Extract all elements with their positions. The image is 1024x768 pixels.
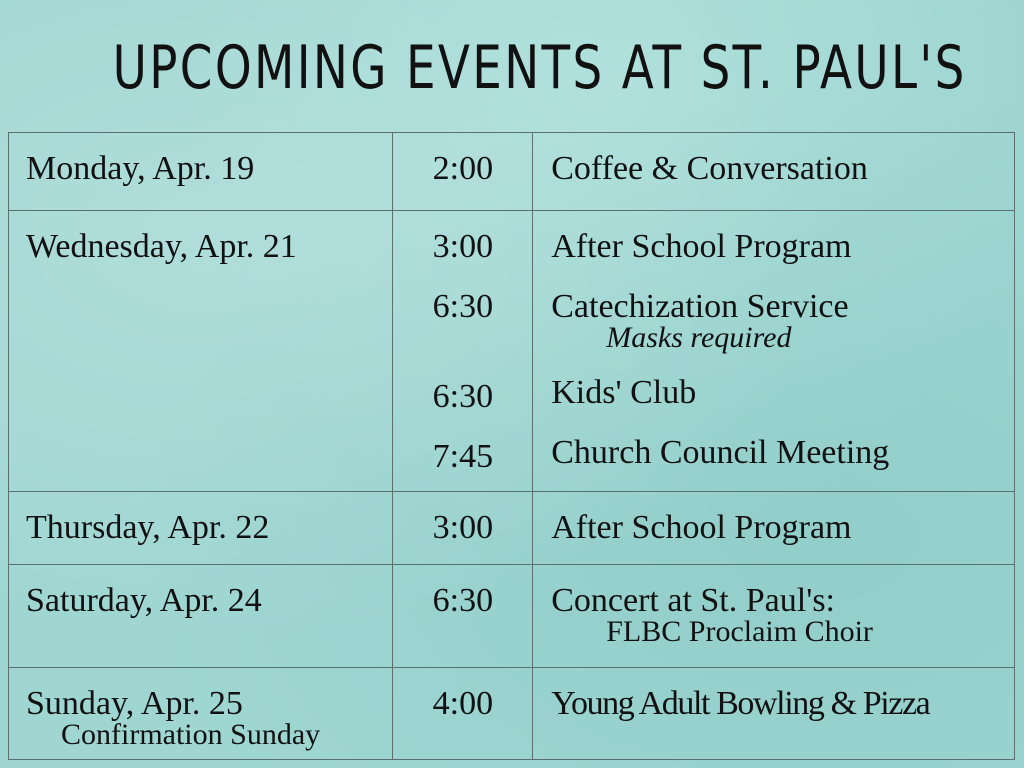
table-row: [9, 668, 1015, 760]
day-label: Saturday, Apr. 24: [26, 582, 262, 619]
time-cell: [393, 211, 533, 492]
time-cell: [393, 492, 533, 565]
table-row: [9, 492, 1015, 565]
event-name: After School Program: [551, 228, 852, 265]
event-name: After School Program: [551, 509, 852, 546]
event-cell: [533, 492, 1015, 565]
event-name: Kids' Club: [551, 374, 697, 411]
day-label: Wednesday, Apr. 21: [26, 228, 297, 265]
event-time: 3:00: [432, 228, 494, 265]
event-cell: [533, 565, 1015, 668]
event-note: FLBC Proclaim Choir: [606, 615, 873, 648]
day-cell: [9, 668, 393, 760]
day-label-with-note: [9, 668, 392, 750]
events-table: [8, 132, 1015, 760]
event-cell: [533, 668, 1015, 760]
event-time: 3:00: [432, 509, 494, 546]
page-title: UPCOMING EVENTS AT ST. PAUL'S: [112, 33, 967, 103]
event-name: Concert at St. Paul's:: [551, 582, 836, 619]
table-row: [9, 211, 1015, 492]
day-cell: [9, 211, 393, 492]
table-row: [9, 133, 1015, 211]
event-note: Masks required: [606, 321, 792, 354]
event-item-with-note: [533, 581, 1014, 647]
event-name: Church Council Meeting: [551, 434, 890, 471]
event-time: 2:00: [432, 150, 494, 187]
event-cell: [533, 133, 1015, 211]
time-cell: [393, 133, 533, 211]
event-time: 6:30: [432, 378, 494, 415]
event-name: Young Adult Bowling & Pizza: [551, 685, 930, 722]
event-cell: [533, 211, 1015, 492]
event-name: Catechization Service: [551, 288, 849, 325]
day-label: Monday, Apr. 19: [26, 150, 255, 187]
day-cell: [9, 133, 393, 211]
day-label: Thursday, Apr. 22: [26, 509, 270, 546]
day-cell: [9, 492, 393, 565]
day-label: Sunday, Apr. 25: [26, 685, 243, 722]
table-row: [9, 565, 1015, 668]
time-cell: [393, 668, 533, 760]
time-cell: [393, 565, 533, 668]
event-time: 6:30: [432, 288, 494, 325]
day-note: Confirmation Sunday: [61, 718, 321, 751]
event-time: 6:30: [432, 582, 494, 619]
day-cell: [9, 565, 393, 668]
event-time: 4:00: [432, 685, 494, 722]
event-time: 7:45: [432, 438, 494, 475]
event-name: Coffee & Conversation: [551, 150, 868, 187]
event-item-with-note: [533, 287, 1014, 353]
